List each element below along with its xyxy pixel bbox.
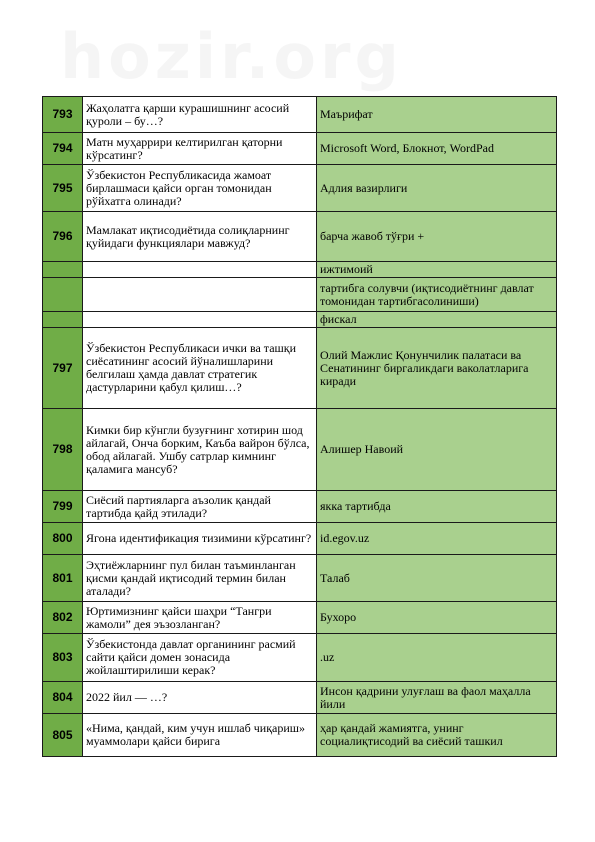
row-number: 799 [43, 491, 83, 523]
question-cell: Мамлакат иқтисодиётида солиқларнинг қуйидаги функциялари мавжуд? [83, 212, 317, 262]
question-cell: 2022 йил — …? [83, 682, 317, 714]
table-row [43, 602, 557, 634]
row-number [43, 262, 83, 278]
answer-cell: Олий Мажлис Қонунчилик палатаси ва Сенатининг биргаликдаги ваколатларига киради [317, 328, 557, 409]
table-row [43, 278, 557, 312]
answer-cell: id.egov.uz [317, 523, 557, 555]
table-row [43, 212, 557, 262]
table-row [43, 165, 557, 212]
answer-cell: фискал [317, 312, 557, 328]
qa-table [42, 96, 557, 757]
question-cell: Ягона идентификация тизимини кўрсатинг? [83, 523, 317, 555]
table-row [43, 682, 557, 714]
watermark [60, 20, 403, 93]
answer-cell: Алишер Навоий [317, 409, 557, 491]
row-number: 803 [43, 634, 83, 682]
table-row [43, 555, 557, 602]
answer-cell: Адлия вазирлиги [317, 165, 557, 212]
table-row [43, 409, 557, 491]
answer-cell: ижтимоий [317, 262, 557, 278]
question-cell: Ўзбекистон Республикасида жамоат бирлашмаси қайси орган томонидан рўйхатга олинади? [83, 165, 317, 212]
row-number: 805 [43, 714, 83, 757]
row-number: 804 [43, 682, 83, 714]
table-row [43, 328, 557, 409]
question-cell: Кимки бир кўнгли бузуғнинг хотирин шод айлагай, Онча борким, Каъба вайрон бўлса, обод айлагай. Ушбу сатрлар кимнинг қаламига мансуб? [83, 409, 317, 491]
row-number: 797 [43, 328, 83, 409]
table-row [43, 523, 557, 555]
table-row [43, 634, 557, 682]
answer-cell: тартибга солувчи (иқтисодиётнинг давлат томонидан тартибгасолиниши) [317, 278, 557, 312]
row-number: 794 [43, 133, 83, 165]
table-row [43, 262, 557, 278]
question-cell: Ўзбекистон Республикаси ички ва ташқи сиёсатининг асосий йўналишларини белгилаш ҳамда давлат стратегик дастурларини қабул қилиш…? [83, 328, 317, 409]
table-row [43, 714, 557, 757]
answer-cell: Инсон қадрини улуғлаш ва фаол маҳалла йили [317, 682, 557, 714]
row-number: 795 [43, 165, 83, 212]
row-number [43, 312, 83, 328]
qa-table-body [43, 97, 557, 757]
question-cell: «Нима, қандай, ким учун ишлаб чиқариш» муаммолари қайси бирига [83, 714, 317, 757]
question-cell: Жаҳолатга қарши курашишнинг асосий қуроли – бу…? [83, 97, 317, 133]
question-cell: Матн муҳаррири келтирилган қаторни кўрсатинг? [83, 133, 317, 165]
answer-cell: Microsoft Word, Блокнот, WordPad [317, 133, 557, 165]
table-row [43, 97, 557, 133]
table-row [43, 133, 557, 165]
row-number: 798 [43, 409, 83, 491]
question-cell: Сиёсий партияларга аъзолик қандай тартибда қайд этилади? [83, 491, 317, 523]
table-row [43, 312, 557, 328]
answer-cell: Бухоро [317, 602, 557, 634]
question-cell [83, 312, 317, 328]
row-number: 801 [43, 555, 83, 602]
answer-cell: .uz [317, 634, 557, 682]
row-number: 802 [43, 602, 83, 634]
answer-cell: якка тартибда [317, 491, 557, 523]
answer-cell: Маърифат [317, 97, 557, 133]
row-number: 796 [43, 212, 83, 262]
answer-cell: Талаб [317, 555, 557, 602]
question-cell [83, 262, 317, 278]
question-cell: Ўзбекистонда давлат органининг расмий сайти қайси домен зонасида жойлаштирилиши керак? [83, 634, 317, 682]
question-cell: Эҳтиёжларнинг пул билан таъминланган қисми қандай иқтисодий термин билан аталади? [83, 555, 317, 602]
table-row [43, 491, 557, 523]
answer-cell: барча жавоб тўғри + [317, 212, 557, 262]
row-number: 800 [43, 523, 83, 555]
question-cell [83, 278, 317, 312]
row-number: 793 [43, 97, 83, 133]
question-cell: Юртимизнинг қайси шаҳри “Тангри жамоли” дея эъзозланган? [83, 602, 317, 634]
answer-cell: ҳар қандай жамиятга, унинг социалиқтисодий ва сиёсий ташкил [317, 714, 557, 757]
row-number [43, 278, 83, 312]
